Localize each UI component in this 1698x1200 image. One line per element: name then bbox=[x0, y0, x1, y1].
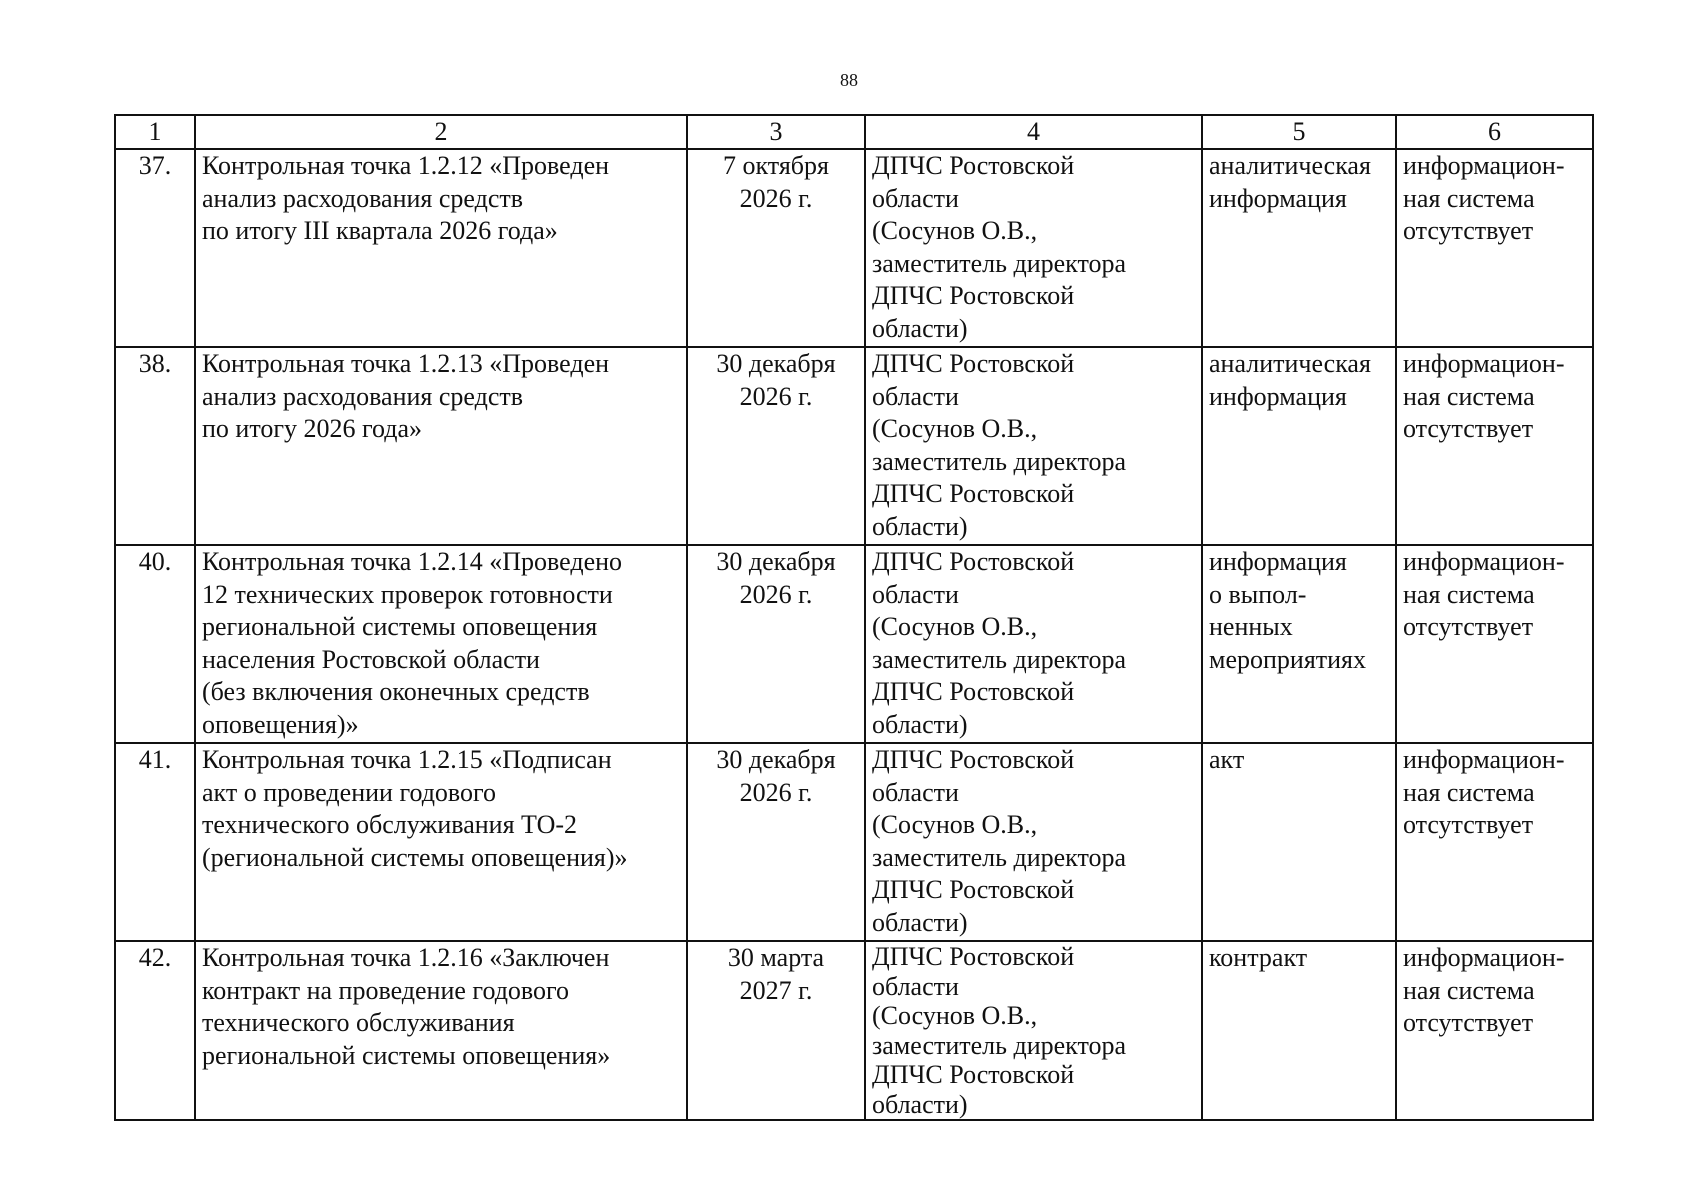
column-header: 2 bbox=[195, 115, 687, 149]
information-system: информацион- ная система отсутствует bbox=[1396, 941, 1593, 1120]
row-number: 42. bbox=[115, 941, 195, 1120]
row-number: 38. bbox=[115, 347, 195, 545]
table-header-row bbox=[115, 115, 1593, 149]
column-header: 6 bbox=[1396, 115, 1593, 149]
information-system: информацион- ная система отсутствует bbox=[1396, 545, 1593, 743]
control-points-table bbox=[114, 114, 1594, 1121]
table-row bbox=[115, 149, 1593, 347]
control-point-name: Контрольная точка 1.2.12 «Проведен анализ расходования средств по итогу III квартала 2026 года» bbox=[195, 149, 687, 347]
row-number: 37. bbox=[115, 149, 195, 347]
column-header: 1 bbox=[115, 115, 195, 149]
information-system: информацион- ная система отсутствует bbox=[1396, 347, 1593, 545]
deadline-date: 30 декабря 2026 г. bbox=[687, 545, 865, 743]
information-system: информацион- ная система отсутствует bbox=[1396, 743, 1593, 941]
control-point-name: Контрольная точка 1.2.14 «Проведено 12 технических проверок готовности региональной системы оповещения населения Ростовской области (без включения оконечных средств оповещения)» bbox=[195, 545, 687, 743]
column-header: 4 bbox=[865, 115, 1202, 149]
control-point-name: Контрольная точка 1.2.13 «Проведен анализ расходования средств по итогу 2026 года» bbox=[195, 347, 687, 545]
responsible-executor: ДПЧС Ростовской области (Сосунов О.В., заместитель директора ДПЧС Ростовской области) bbox=[865, 545, 1202, 743]
responsible-executor: ДПЧС Ростовской области (Сосунов О.В., заместитель директора ДПЧС Ростовской области) bbox=[865, 149, 1202, 347]
result-type: аналитическая информация bbox=[1202, 347, 1396, 545]
table-row bbox=[115, 347, 1593, 545]
responsible-executor: ДПЧС Ростовской области (Сосунов О.В., заместитель директора ДПЧС Ростовской области) bbox=[865, 941, 1202, 1120]
result-type: акт bbox=[1202, 743, 1396, 941]
responsible-executor: ДПЧС Ростовской области (Сосунов О.В., заместитель директора ДПЧС Ростовской области) bbox=[865, 743, 1202, 941]
responsible-executor: ДПЧС Ростовской области (Сосунов О.В., заместитель директора ДПЧС Ростовской области) bbox=[865, 347, 1202, 545]
deadline-date: 7 октября 2026 г. bbox=[687, 149, 865, 347]
page-number: 88 bbox=[840, 70, 858, 90]
deadline-date: 30 декабря 2026 г. bbox=[687, 347, 865, 545]
control-point-name: Контрольная точка 1.2.15 «Подписан акт о проведении годового технического обслуживания ТО-2 (региональной системы оповещения)» bbox=[195, 743, 687, 941]
table-row bbox=[115, 941, 1593, 1120]
table-row bbox=[115, 545, 1593, 743]
deadline-date: 30 декабря 2026 г. bbox=[687, 743, 865, 941]
deadline-date: 30 марта 2027 г. bbox=[687, 941, 865, 1120]
information-system: информацион- ная система отсутствует bbox=[1396, 149, 1593, 347]
result-type: контракт bbox=[1202, 941, 1396, 1120]
result-type: аналитическая информация bbox=[1202, 149, 1396, 347]
row-number: 40. bbox=[115, 545, 195, 743]
row-number: 41. bbox=[115, 743, 195, 941]
column-header: 5 bbox=[1202, 115, 1396, 149]
table-row bbox=[115, 743, 1593, 941]
result-type: информация о выпол- ненных мероприятиях bbox=[1202, 545, 1396, 743]
control-point-name: Контрольная точка 1.2.16 «Заключен контракт на проведение годового технического обслуживания региональной системы оповещения» bbox=[195, 941, 687, 1120]
column-header: 3 bbox=[687, 115, 865, 149]
